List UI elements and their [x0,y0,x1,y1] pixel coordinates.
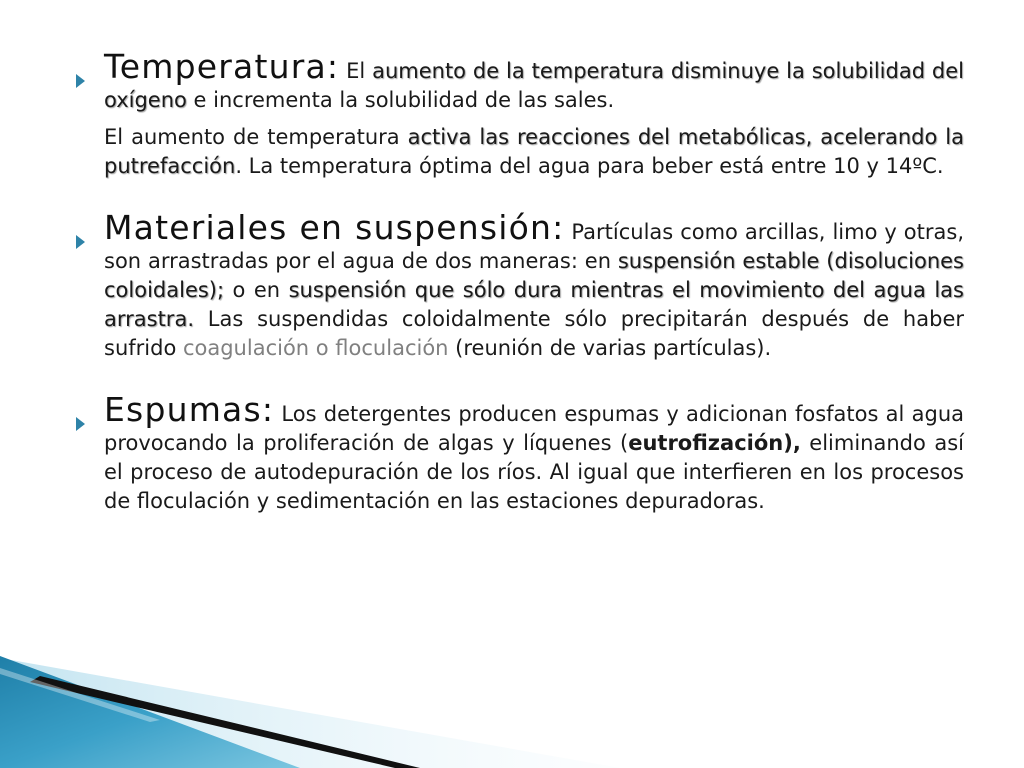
text-run: Las suspendidas coloidalmente sólo precipitarán después de haber sufrido [104,307,964,360]
swoosh-light-band [0,658,620,768]
bullet-arrow-icon [76,74,85,88]
text-run-emphasis: activa las reacciones del metabólicas, acelerando la putrefacción [104,125,964,178]
heading-espumas: Espumas: [104,390,275,429]
bullet-materiales [70,208,965,363]
text-run-emphasis: suspensión estable (disoluciones coloidales); [104,249,964,302]
text-run: (reunión de varias partículas). [448,336,772,360]
paragraph-temperatura-1 [104,47,964,115]
bullet-arrow-icon [76,235,85,249]
text-run-emphasis: aumento de la temperatura disminuye la solubilidad del oxígeno [104,59,964,112]
swoosh-dark-stripe [30,676,420,768]
text-run: Los detergentes producen espumas y adicionan fosfatos al agua provocando la proliferación de algas y líquenes ( [104,402,964,455]
paragraph-espumas [104,390,964,516]
heading-materiales: Materiales en suspensión: [104,208,565,247]
slide-content [70,47,965,516]
text-run: eliminando así el proceso de autodepuración de los ríos. Al igual que interfieren en los procesos de floculación y sedimentación en las estaciones depuradoras. [104,431,964,513]
text-run: Partículas como arcillas, limo y otras, son arrastradas por el agua de dos maneras: en [104,220,965,273]
text-run: o en [224,278,289,302]
text-run-bold: eutrofización), [628,431,801,455]
bullet-temperatura [70,47,964,181]
text-run: El [346,59,373,83]
text-run: . La temperatura óptima del agua para beber está entre 10 y 14ºC. [235,154,944,178]
text-run-emphasis: suspensión que sólo dura mientras el movimiento del agua las arrastra. [104,278,964,331]
bullet-espumas [70,390,964,516]
bullet-arrow-icon [76,417,85,431]
text-run: e incrementa la solubilidad de las sales. [186,88,615,112]
text-run-gray: coagulación o floculación [182,336,449,360]
swoosh-thin-stripe [0,668,160,722]
heading-temperatura: Temperatura: [104,47,340,86]
paragraph-temperatura-2 [104,123,964,181]
swoosh-blue-band [0,656,300,768]
decorative-swoosh [0,638,1024,768]
paragraph-materiales [104,208,965,363]
text-run: El aumento de temperatura [104,125,408,149]
